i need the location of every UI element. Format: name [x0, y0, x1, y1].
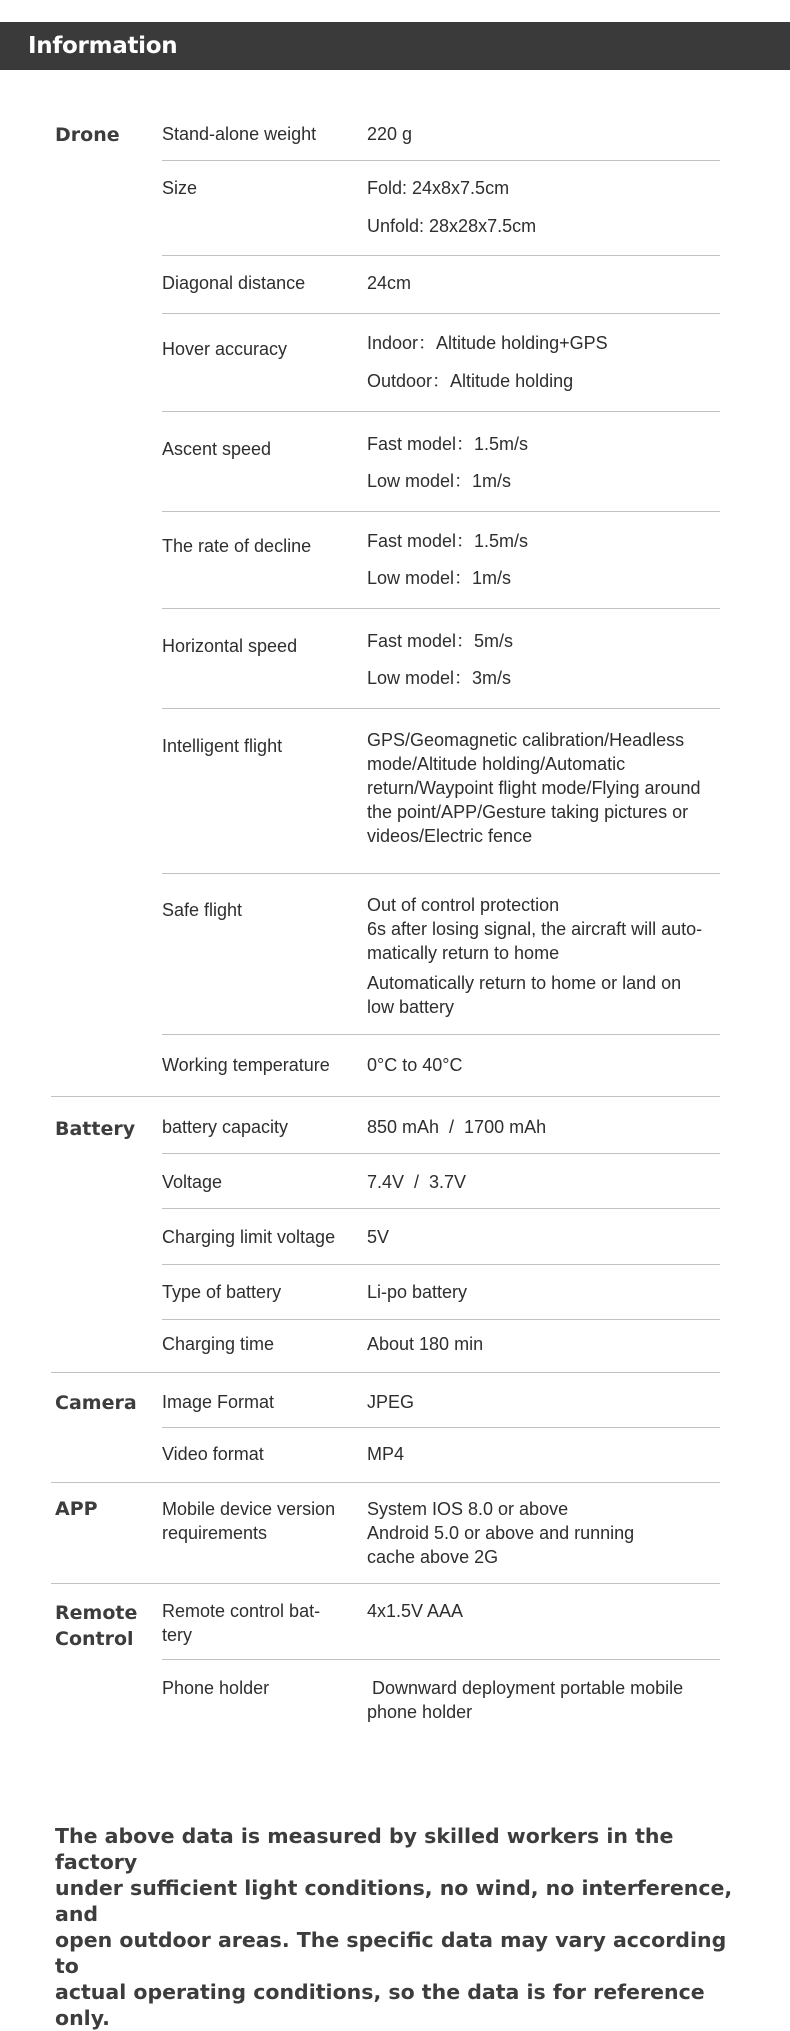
- spec-value-charge-limit: 5V: [367, 1227, 390, 1247]
- section-divider: [51, 1482, 720, 1483]
- spec-label-horizontal: Horizontal speed: [162, 636, 298, 656]
- spec-label-rc-battery: Remote control bat-: [162, 1601, 321, 1621]
- spec-value-size-fold: Fold: 24x8x7.5cm: [367, 178, 510, 198]
- section-divider: [51, 1096, 720, 1097]
- spec-value-video-format: MP4: [367, 1444, 405, 1464]
- disclaimer-line: actual operating conditions, so the data is for reference only.: [55, 1980, 705, 2030]
- page-title: Information: [28, 33, 178, 59]
- disclaimer-line: under sufficient light conditions, no wind, no interference, and: [55, 1876, 733, 1926]
- spec-label-intelligent: Intelligent flight: [162, 736, 283, 756]
- spec-value-intelligent-line: videos/Electric fence: [367, 826, 533, 846]
- spec-value-ascent-fast: Fast model：1.5m/s: [367, 434, 529, 454]
- row-divider: [162, 411, 720, 412]
- spec-value-mobile-line: Android 5.0 or above and running: [367, 1523, 635, 1543]
- spec-value-intelligent-line: GPS/Geomagnetic calibration/Headless: [367, 730, 685, 750]
- row-divider: [162, 313, 720, 314]
- spec-value-phone-holder-line: Downward deployment portable mobile: [367, 1678, 684, 1698]
- spec-value-mobile-line: System IOS 8.0 or above: [367, 1499, 569, 1519]
- spec-label-image-format: Image Format: [162, 1392, 275, 1412]
- row-divider: [162, 873, 720, 874]
- row-divider: [162, 511, 720, 512]
- spec-value-safe-line: Out of control protection: [367, 895, 560, 915]
- row-divider: [162, 608, 720, 609]
- spec-label-voltage: Voltage: [162, 1172, 223, 1192]
- spec-label-decline: The rate of decline: [162, 536, 312, 556]
- spec-label-rc-battery: tery: [162, 1625, 193, 1645]
- spec-value-safe-line: 6s after losing signal, the aircraft will auto-: [367, 919, 703, 939]
- spec-label-phone-holder: Phone holder: [162, 1678, 270, 1698]
- spec-value-temperature: 0°C to 40°C: [367, 1055, 463, 1075]
- section-camera-heading: Camera: [55, 1392, 137, 1414]
- section-divider: [51, 1583, 720, 1584]
- spec-value-decline-fast: Fast model：1.5m/s: [367, 531, 529, 551]
- spec-label-hover: Hover accuracy: [162, 339, 288, 359]
- spec-value-charge-time: About 180 min: [367, 1334, 484, 1354]
- spec-label-mobile: Mobile device version: [162, 1499, 336, 1519]
- row-divider: [162, 1319, 720, 1320]
- spec-value-intelligent-line: the point/APP/Gesture taking pictures or: [367, 802, 689, 822]
- spec-value-hover-indoor: Indoor：Altitude holding+GPS: [367, 333, 608, 353]
- spec-label-weight: Stand-alone weight: [162, 124, 317, 144]
- section-app-heading: APP: [55, 1498, 98, 1520]
- spec-label-charge-time: Charging time: [162, 1334, 275, 1354]
- spec-label-ascent: Ascent speed: [162, 439, 272, 459]
- disclaimer-note: [55, 1823, 755, 2031]
- section-remote-heading: Remote: [55, 1602, 138, 1624]
- spec-value-hover-outdoor: Outdoor：Altitude holding: [367, 371, 574, 391]
- spec-value-safe-line: Automatically return to home or land on: [367, 973, 682, 993]
- spec-label-diagonal: Diagonal distance: [162, 273, 306, 293]
- spec-label-temperature: Working temperature: [162, 1055, 330, 1075]
- row-divider: [162, 1034, 720, 1035]
- spec-value-phone-holder-line: phone holder: [367, 1702, 473, 1722]
- header-bar: [0, 22, 790, 70]
- section-divider: [51, 1372, 720, 1373]
- spec-value-battery-type: Li-po battery: [367, 1282, 468, 1302]
- spec-value-mobile-line: cache above 2G: [367, 1547, 499, 1567]
- section-battery-heading: Battery: [55, 1118, 136, 1140]
- spec-label-mobile: requirements: [162, 1523, 268, 1543]
- row-divider: [162, 1153, 720, 1154]
- spec-label-charge-limit: Charging limit voltage: [162, 1227, 336, 1247]
- spec-label-safe: Safe flight: [162, 900, 243, 920]
- spec-value-safe-line: matically return to home: [367, 943, 560, 963]
- spec-label-capacity: battery capacity: [162, 1117, 289, 1137]
- spec-label-size: Size: [162, 178, 198, 198]
- spec-value-decline-low: Low model：1m/s: [367, 568, 512, 588]
- spec-value-horizontal-low: Low model：3m/s: [367, 668, 512, 688]
- spec-value-intelligent-line: return/Waypoint flight mode/Flying around: [367, 778, 701, 798]
- disclaimer-line: The above data is measured by skilled workers in the factory: [55, 1824, 674, 1874]
- section-remote-heading: Control: [55, 1628, 134, 1650]
- spec-value-intelligent-line: mode/Altitude holding/Automatic: [367, 754, 626, 774]
- row-divider: [162, 160, 720, 161]
- spec-label-video-format: Video format: [162, 1444, 264, 1464]
- row-divider: [162, 1264, 720, 1265]
- spec-value-capacity: 850 mAh / 1700 mAh: [367, 1117, 547, 1137]
- spec-value-diagonal: 24cm: [367, 273, 412, 293]
- spec-value-image-format: JPEG: [367, 1392, 415, 1412]
- spec-value-ascent-low: Low model：1m/s: [367, 471, 512, 491]
- spec-label-battery-type: Type of battery: [162, 1282, 282, 1302]
- spec-value-rc-battery: 4x1.5V AAA: [367, 1601, 464, 1621]
- spec-value-horizontal-fast: Fast model：5m/s: [367, 631, 514, 651]
- spec-value-weight: 220 g: [367, 124, 413, 144]
- row-divider: [162, 1659, 720, 1660]
- row-divider: [162, 708, 720, 709]
- row-divider: [162, 255, 720, 256]
- section-drone-heading: Drone: [55, 124, 120, 146]
- disclaimer-line: open outdoor areas. The specific data may vary according to: [55, 1928, 727, 1978]
- spec-value-voltage: 7.4V / 3.7V: [367, 1172, 467, 1192]
- row-divider: [162, 1208, 720, 1209]
- row-divider: [162, 1427, 720, 1428]
- spec-value-size-unfold: Unfold: 28x28x7.5cm: [367, 216, 537, 236]
- spec-value-safe-line: low battery: [367, 997, 455, 1017]
